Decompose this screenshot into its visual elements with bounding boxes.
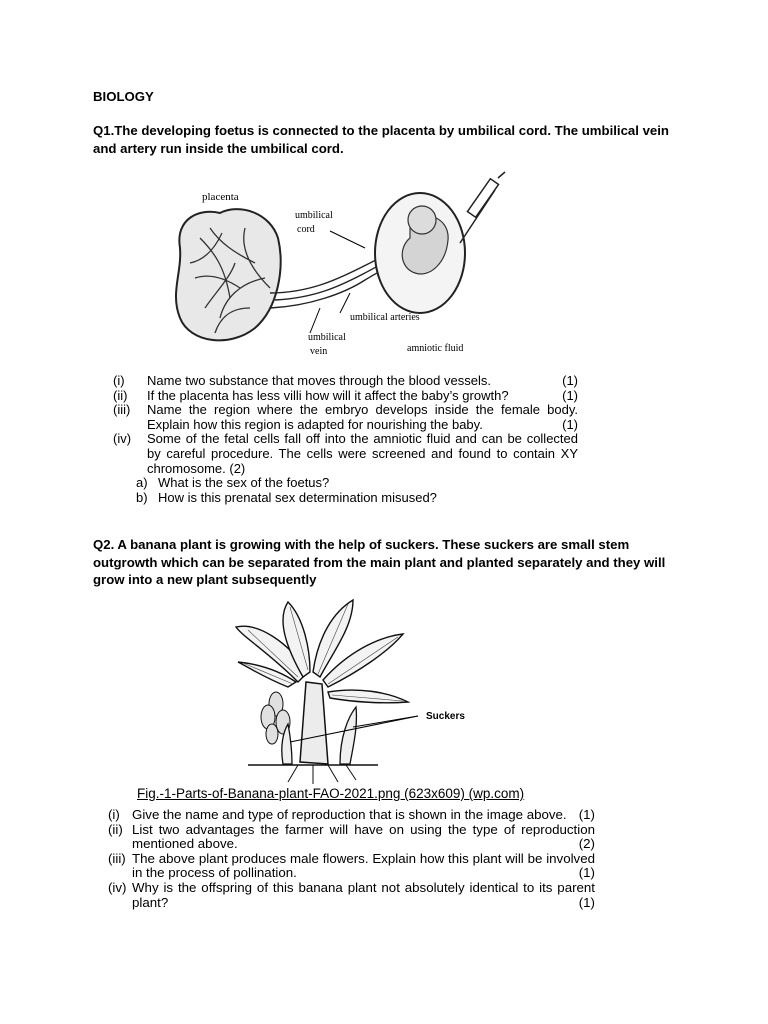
q1-item-2 (113, 389, 578, 404)
label-umbilical-vein-2: vein (310, 346, 328, 357)
q1-item-2-text: If the placenta has less villi how will it affect the baby’s growth? (147, 387, 509, 403)
label-suckers: Suckers (426, 711, 465, 722)
q1-sub-item-a-num: a) (136, 475, 148, 491)
q2-item-4 (108, 881, 595, 910)
q1-sub-item-b (113, 491, 578, 506)
pseudostem (300, 682, 328, 764)
q1-sub-item-b-num: b) (136, 489, 148, 505)
label-placenta: placenta (202, 191, 239, 203)
q2-title: Q2. A banana plant is growing with the help of suckers. These suckers are small stem outgrowth which can be separated from the main plant and planted separately and they will grow into a new plant subsequently (93, 537, 666, 587)
q2-item-1 (108, 808, 595, 823)
q1-item-3 (113, 403, 578, 432)
q1-item-1-text: Name two substance that moves through the blood vessels. (147, 373, 491, 388)
q1-item-3-marks: (1) (562, 416, 578, 432)
q2-item-3-marks: (1) (578, 865, 595, 881)
q2-item-4-marks: (1) (578, 894, 595, 910)
q2-item-2-num: (ii) (108, 821, 123, 837)
q1-item-1 (113, 374, 578, 389)
q2-item-4-text: Why is the offspring of this banana plant not absolutely identical to its parent plant? (132, 879, 595, 910)
q1-item-3-text: Name the region where the embryo develops inside the female body. Explain how this region is adapted for nourishing the baby. (147, 402, 578, 432)
q2-item-3-num: (iii) (108, 850, 126, 866)
q1-item-4-text: Some of the fetal cells fall off into the amniotic fluid and can be collected by careful procedure. The cells were screened and found to contain XY chromosome. (2) (147, 431, 578, 476)
foetus-head-shape (408, 206, 436, 234)
label-amniotic-fluid: amniotic fluid (407, 343, 464, 354)
label-umbilical-vein-1: umbilical (308, 332, 346, 343)
q2-item-1-marks: (1) (578, 807, 595, 822)
figure-caption: Fig.-1-Parts-of-Banana-plant-FAO-2021.png (623x609) (wp.com) (137, 786, 525, 801)
q2-item-4-num: (iv) (108, 879, 127, 895)
subject-heading: BIOLOGY (93, 89, 154, 104)
placenta-shape (176, 209, 281, 340)
q2-item-1-text: Give the name and type of reproduction that is shown in the image above. (132, 807, 567, 822)
label-umbilical-cord-2: cord (297, 224, 315, 235)
q2-item-1-num: (i) (108, 807, 120, 822)
q2-item-2-marks: (2) (578, 836, 595, 852)
q1-sub-item-a-text: What is the sex of the foetus? (158, 475, 330, 491)
q1-question-list (113, 374, 578, 505)
q1-item-3-num: (iii) (113, 402, 131, 418)
q1-item-1-num: (i) (113, 373, 125, 388)
q1-item-2-num: (ii) (113, 387, 128, 403)
roots (288, 765, 356, 784)
q1-item-4-num: (iv) (113, 431, 132, 447)
label-umbilical-arteries: umbilical arteries (350, 312, 420, 323)
q1-sub-item-a (113, 476, 578, 491)
q1-title: Q1.The developing foetus is connected to the placenta by umbilical cord. The umbilical vein and artery run inside the umbilical cord. (93, 123, 669, 156)
q2-question-list (108, 808, 595, 910)
q2-item-3 (108, 852, 595, 881)
q1-item-2-marks: (1) (562, 387, 578, 403)
banana-plant-diagram (228, 592, 488, 788)
q1-item-1-marks: (1) (562, 373, 578, 388)
q2-item-2 (108, 823, 595, 852)
sucker-1 (340, 707, 356, 764)
q2-item-2-text: List two advantages the farmer will have on using the type of reproduction mentioned above. (132, 821, 595, 852)
syringe-shape (460, 172, 505, 243)
q2-item-3-text: The above plant produces male flowers. Explain how this plant will be involved in the process of pollination. (132, 850, 595, 881)
label-umbilical-cord-1: umbilical (295, 210, 333, 221)
q1-sub-item-b-text: How is this prenatal sex determination misused? (158, 489, 437, 505)
q1-item-4 (113, 432, 578, 476)
placenta-foetus-diagram (160, 168, 520, 368)
